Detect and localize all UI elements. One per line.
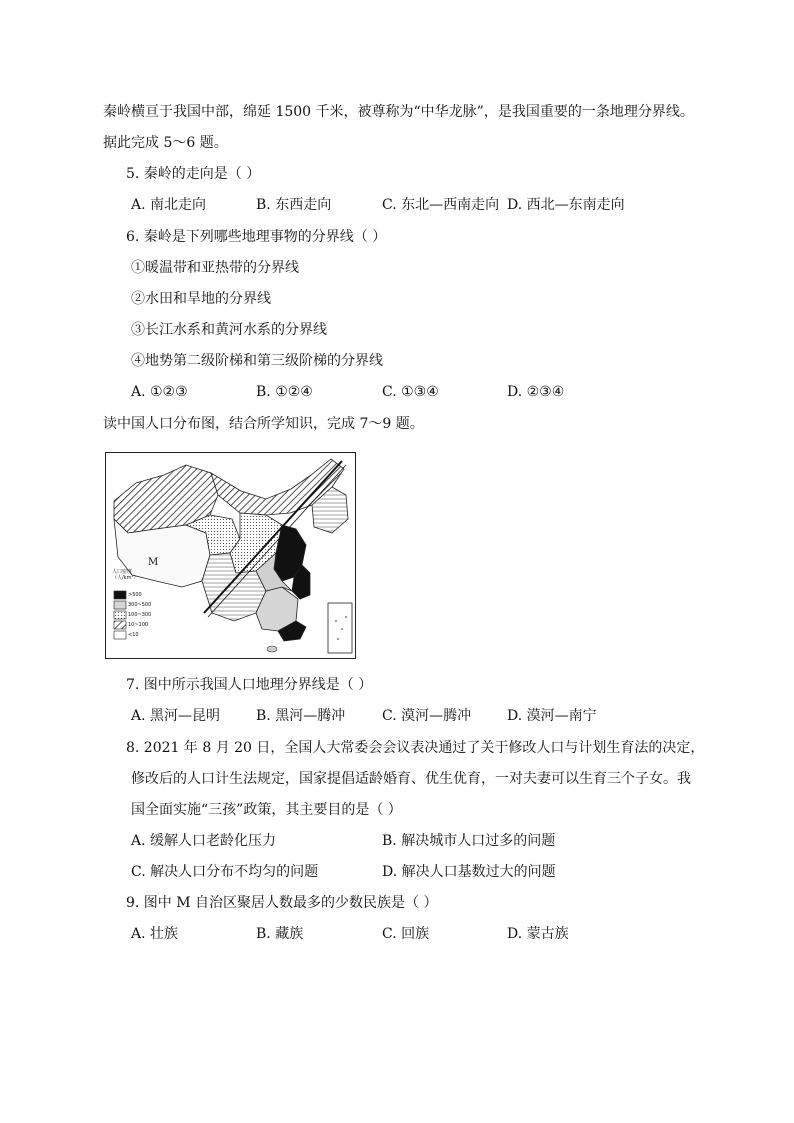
q7-option-b: B. 黑河—腾冲 xyxy=(256,708,346,724)
q9-option-c: C. 回族 xyxy=(382,926,430,942)
legend-label: <10 xyxy=(128,632,139,638)
passage-intro-2: 读中国人口分布图，结合所学知识，完成 7～9 题。 xyxy=(103,416,424,432)
question-7-stem: 7. 图中所示我国人口地理分界线是（ ） xyxy=(126,677,373,693)
question-6-stem: 6. 秦岭是下列哪些地理事物的分界线（ ） xyxy=(126,229,387,245)
legend-swatch-500 xyxy=(114,591,126,599)
q8-option-b: B. 解决城市人口过多的问题 xyxy=(382,833,556,849)
q6-item: ②水田和旱地的分界线 xyxy=(131,291,271,307)
china-population-map xyxy=(105,452,356,659)
q7-option-a: A. 黑河—昆明 xyxy=(131,708,221,724)
question-8-stem-line: 修改后的人口计生法规定，国家提倡适龄婚育、优生优育，一对夫妻可以生育三个子女。我 xyxy=(131,771,691,787)
q8-option-a: A. 缓解人口老龄化压力 xyxy=(131,833,277,849)
q8-option-d: D. 解决人口基数过大的问题 xyxy=(382,864,556,880)
q6-item: ③长江水系和黄河水系的分界线 xyxy=(131,322,327,338)
q6-option-d: D. ②③④ xyxy=(507,384,565,400)
legend-label: >500 xyxy=(128,592,142,598)
q5-option-b: B. 东西走向 xyxy=(256,197,332,213)
q6-option-a: A. ①②③ xyxy=(131,384,188,400)
passage-intro-line: 秦岭横亘于我国中部，绵延 1500 千米，被尊称为“中华龙脉”，是我国重要的一条地理分界线。 xyxy=(103,104,694,120)
q9-option-a: A. 壮族 xyxy=(131,926,179,942)
legend-swatch-lt10 xyxy=(114,631,126,639)
q9-option-b: B. 藏族 xyxy=(256,926,304,942)
question-8-stem-line: 国全面实施“三孩”政策，其主要目的是（ ） xyxy=(131,802,402,818)
q7-option-d: D. 漠河—南宁 xyxy=(507,708,597,724)
legend-labels xyxy=(128,590,151,640)
q9-option-d: D. 蒙古族 xyxy=(507,926,569,942)
region-hainan xyxy=(267,646,277,652)
q5-option-a: A. 南北走向 xyxy=(131,197,207,213)
q6-option-b: B. ①②④ xyxy=(256,384,313,400)
legend-title: 人口密度 （人/km²） xyxy=(112,569,139,581)
legend-label: 100~300 xyxy=(128,612,152,618)
q6-option-c: C. ①③④ xyxy=(382,384,439,400)
q6-item: ④地势第二级阶梯和第三级阶梯的分界线 xyxy=(131,353,383,369)
question-5-stem: 5. 秦岭的走向是（ ） xyxy=(126,166,261,182)
legend-swatch-300-500 xyxy=(114,601,126,609)
legend-swatch-100-300 xyxy=(114,611,126,619)
q8-option-c: C. 解决人口分布不均匀的问题 xyxy=(131,864,319,880)
map-label-m: M xyxy=(148,557,159,568)
legend-label: 300~500 xyxy=(128,602,152,608)
question-9-stem: 9. 图中 M 自治区聚居人数最多的少数民族是（ ） xyxy=(126,895,438,911)
q5-option-d: D. 西北—东南走向 xyxy=(507,197,625,213)
q5-option-c: C. 东北—西南走向 xyxy=(382,197,500,213)
question-8-stem-line: 8. 2021 年 8 月 20 日，全国人大常委会会议表决通过了关于修改人口与计划生育法的决定， xyxy=(126,740,705,756)
passage-intro-line: 据此完成 5～6 题。 xyxy=(103,135,228,151)
legend-label: 10~100 xyxy=(128,622,149,628)
south-china-sea-inset xyxy=(328,603,352,653)
q6-item: ①暖温带和亚热带的分界线 xyxy=(131,260,299,276)
legend-swatch-10-100 xyxy=(114,621,126,629)
q7-option-c: C. 漠河—腾冲 xyxy=(382,708,472,724)
